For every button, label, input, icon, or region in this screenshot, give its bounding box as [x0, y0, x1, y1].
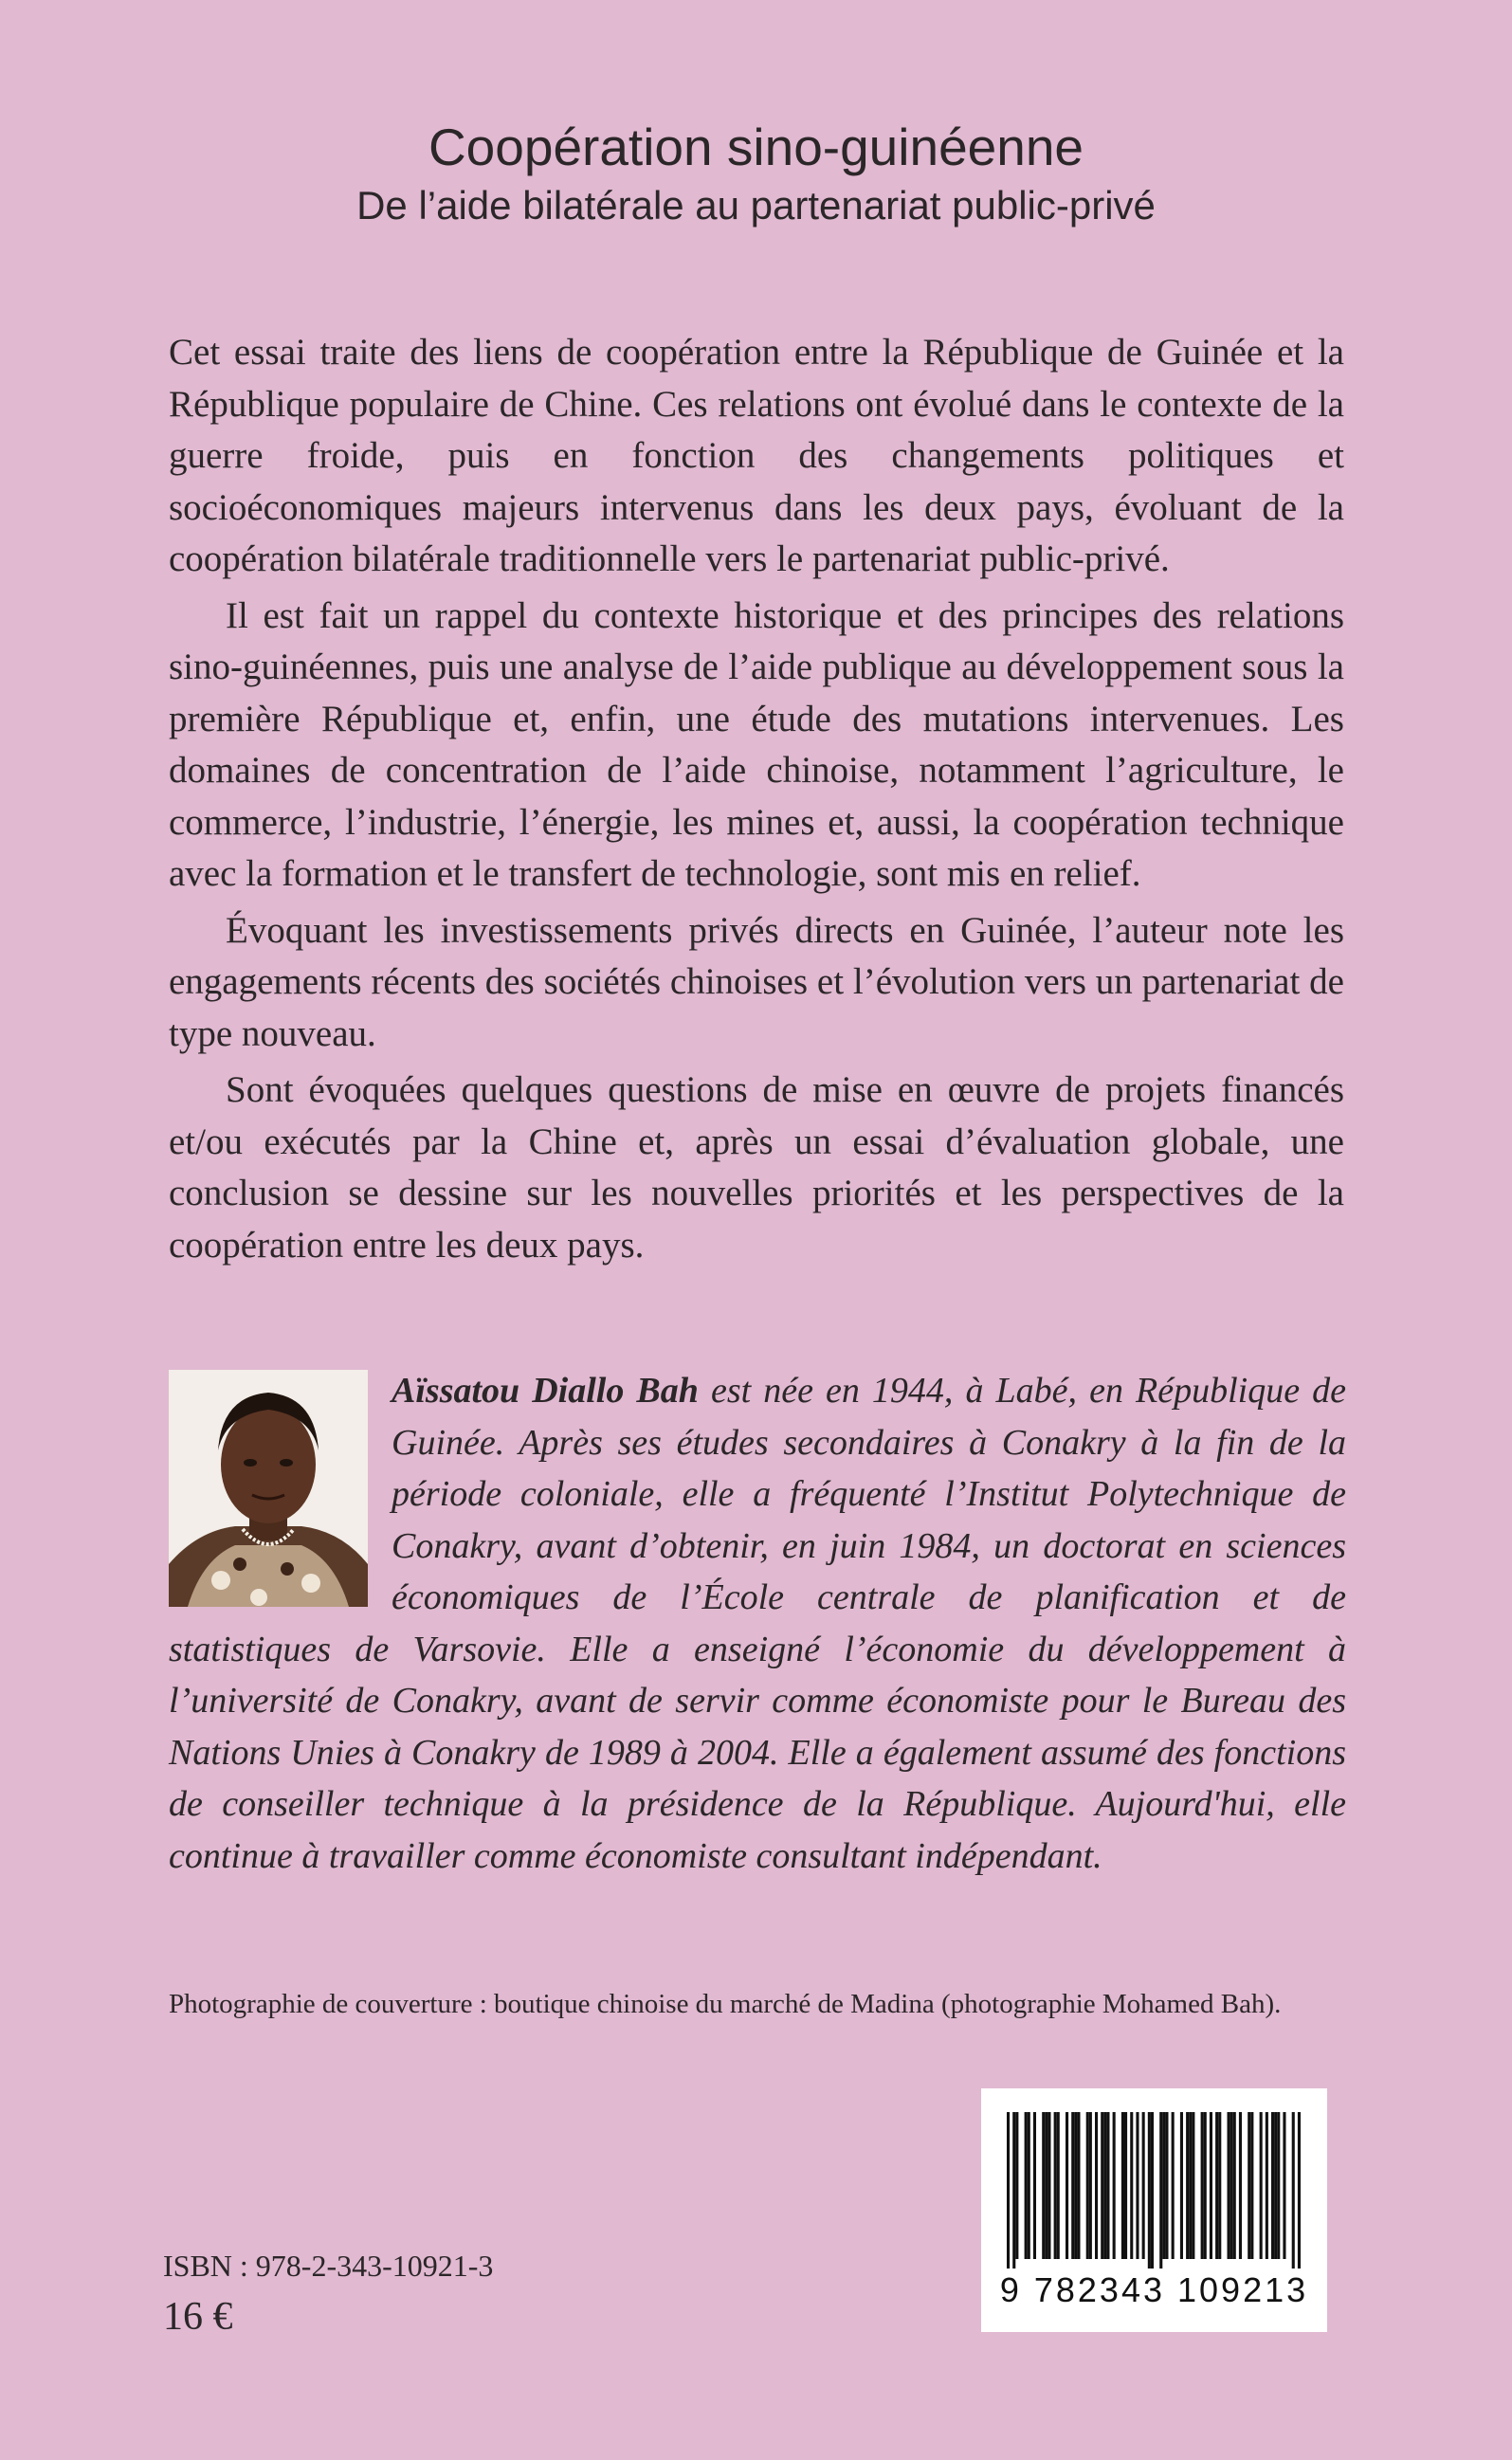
barcode-bar [1210, 2112, 1212, 2259]
summary-paragraph: Cet essai traite des liens de coopération entre la République de Guinée et la République populaire de Chine. Ces relations ont évolué dans le contexte de la guerre froide, puis en fonction des changements politiques et socioéconomiques majeurs intervenus dans les deux pays, évoluant de la coopération bilatérale traditionnelle vers le partenariat public-privé. [169, 332, 1344, 579]
barcode-bar [1054, 2112, 1057, 2259]
barcode-bar [1277, 2112, 1280, 2259]
barcode-bar [1012, 2112, 1015, 2269]
author-bio-text: est née en 1944, à Labé, en République de Guinée. Après ses études secondaires à Conakry à la fin de la période coloniale, elle a fréquenté l’Institut Polytechnique de Conakry, avant d’obtenir, en juin 1984, un doctorat en sciences économiques de l’École centrale de planification et de statistiques de Varsovie. Elle a enseigné l’économie du développement à l’université de Conakry, avant de servir comme économiste pour le Bureau des Nations Unies à Conakry de 1989 à 2004. Elle a également assumé des fonctions de conseiller technique à la présidence de la République. Aujourd'hui, elle continue à travailler comme économiste consultant indépendant. [169, 1371, 1347, 1876]
barcode-bar [1028, 2112, 1030, 2259]
barcode-bar [1283, 2112, 1285, 2259]
summary-paragraph: Sont évoquées quelques questions de mise en œuvre de projets financés et/ou exécutés par la Chine et, après un essai d’évaluation globale, une conclusion se dessine sur les nouvelles priorités et les perspectives de la coopération entre les deux pays. [169, 1069, 1344, 1266]
barcode-bar [1106, 2112, 1109, 2259]
barcode-digits: 9 782343 109213 [999, 2270, 1309, 2309]
barcode-bar [1151, 2112, 1154, 2269]
barcode-bar [1266, 2112, 1268, 2259]
barcode-bar [1172, 2112, 1175, 2259]
cover-photo-credit: Photographie de couverture : boutique chinoise du marché de Madina (photographie Mohamed Bah). [169, 1989, 1282, 2019]
barcode-bar [1159, 2112, 1162, 2269]
author-portrait-image [169, 1370, 368, 1607]
barcode-bar [1162, 2112, 1165, 2259]
barcode-bar [1042, 2112, 1045, 2259]
header [0, 118, 1512, 229]
barcode-bar [1271, 2112, 1274, 2259]
barcode-bar [1186, 2112, 1189, 2259]
barcode-bar [1007, 2112, 1010, 2269]
barcode-bar [1071, 2112, 1074, 2259]
book-subtitle: De l’aide bilatérale au partenariat public-privé [356, 182, 1156, 228]
barcode-bar [1142, 2112, 1145, 2259]
barcode-bar [1204, 2112, 1207, 2259]
barcode-bar [1047, 2112, 1050, 2259]
price: 16 € [163, 2295, 233, 2339]
barcode-bar [1180, 2112, 1183, 2259]
barcode-bar [1215, 2112, 1218, 2259]
barcode-bar [1025, 2112, 1028, 2259]
book-summary [169, 327, 1344, 1276]
barcode-bar [1239, 2112, 1242, 2259]
barcode-bar [1077, 2112, 1080, 2259]
barcode-bar [1103, 2112, 1106, 2259]
barcode-bar [1086, 2112, 1089, 2259]
barcode-bar [1057, 2112, 1060, 2259]
barcode-bar [1260, 2112, 1263, 2259]
barcode-bar [1101, 2112, 1103, 2259]
barcode-bar [1033, 2112, 1036, 2259]
barcode-bar [1292, 2112, 1295, 2269]
barcode-bar [1121, 2112, 1124, 2259]
isbn-number: ISBN : 978-2-343-10921-3 [163, 2249, 494, 2283]
barcode-bar [1165, 2112, 1168, 2259]
barcode-bar [1228, 2112, 1230, 2259]
barcode-bar [1066, 2112, 1068, 2259]
author-bio-section [169, 1365, 1346, 1882]
isbn-barcode [981, 2088, 1327, 2332]
barcode-bar [1233, 2112, 1236, 2259]
barcode-bar [1230, 2112, 1233, 2259]
barcode-bar [1192, 2112, 1194, 2259]
summary-paragraph: Il est fait un rappel du contexte historique et des principes des relations sino-guinéennes, puis une analyse de l’aide publique au développement sous la première République et, enfin, une étude des mutations intervenues. Les domaines de concentration de l’aide chinoise, notamment l’agriculture, le commerce, l’industrie, l’énergie, les mines et, aussi, la coopération technique avec la formation et le transfert de technologie, sont mis en relief. [169, 594, 1344, 894]
barcode-bar [1201, 2112, 1204, 2259]
barcode-bar [1045, 2112, 1047, 2259]
barcode-bar [1218, 2112, 1221, 2259]
barcode-bar [1074, 2112, 1077, 2259]
barcode-bar [1136, 2112, 1139, 2259]
barcode-bar [1298, 2112, 1301, 2269]
barcode-bar [1015, 2112, 1018, 2259]
author-photo [169, 1370, 368, 1607]
barcode-bars [1005, 2112, 1303, 2269]
barcode-bar [1095, 2112, 1098, 2259]
barcode-bar [1089, 2112, 1092, 2259]
barcode-bar [1248, 2112, 1250, 2259]
barcode-bar [1130, 2112, 1133, 2259]
barcode-bar [1274, 2112, 1277, 2259]
barcode-bar [1148, 2112, 1151, 2269]
summary-paragraph: Évoquant les investissements privés directs en Guinée, l’auteur note les engagements récents des sociétés chinoises et l’évolution vers un partenariat de type nouveau. [169, 909, 1344, 1054]
barcode-bar [1124, 2112, 1127, 2259]
barcode-bar [1189, 2112, 1192, 2259]
author-name: Aïssatou Diallo Bah [392, 1371, 699, 1411]
barcode-bar [1113, 2112, 1116, 2259]
barcode-bar [1250, 2112, 1253, 2259]
book-title: Coopération sino-guinéenne [428, 118, 1084, 176]
